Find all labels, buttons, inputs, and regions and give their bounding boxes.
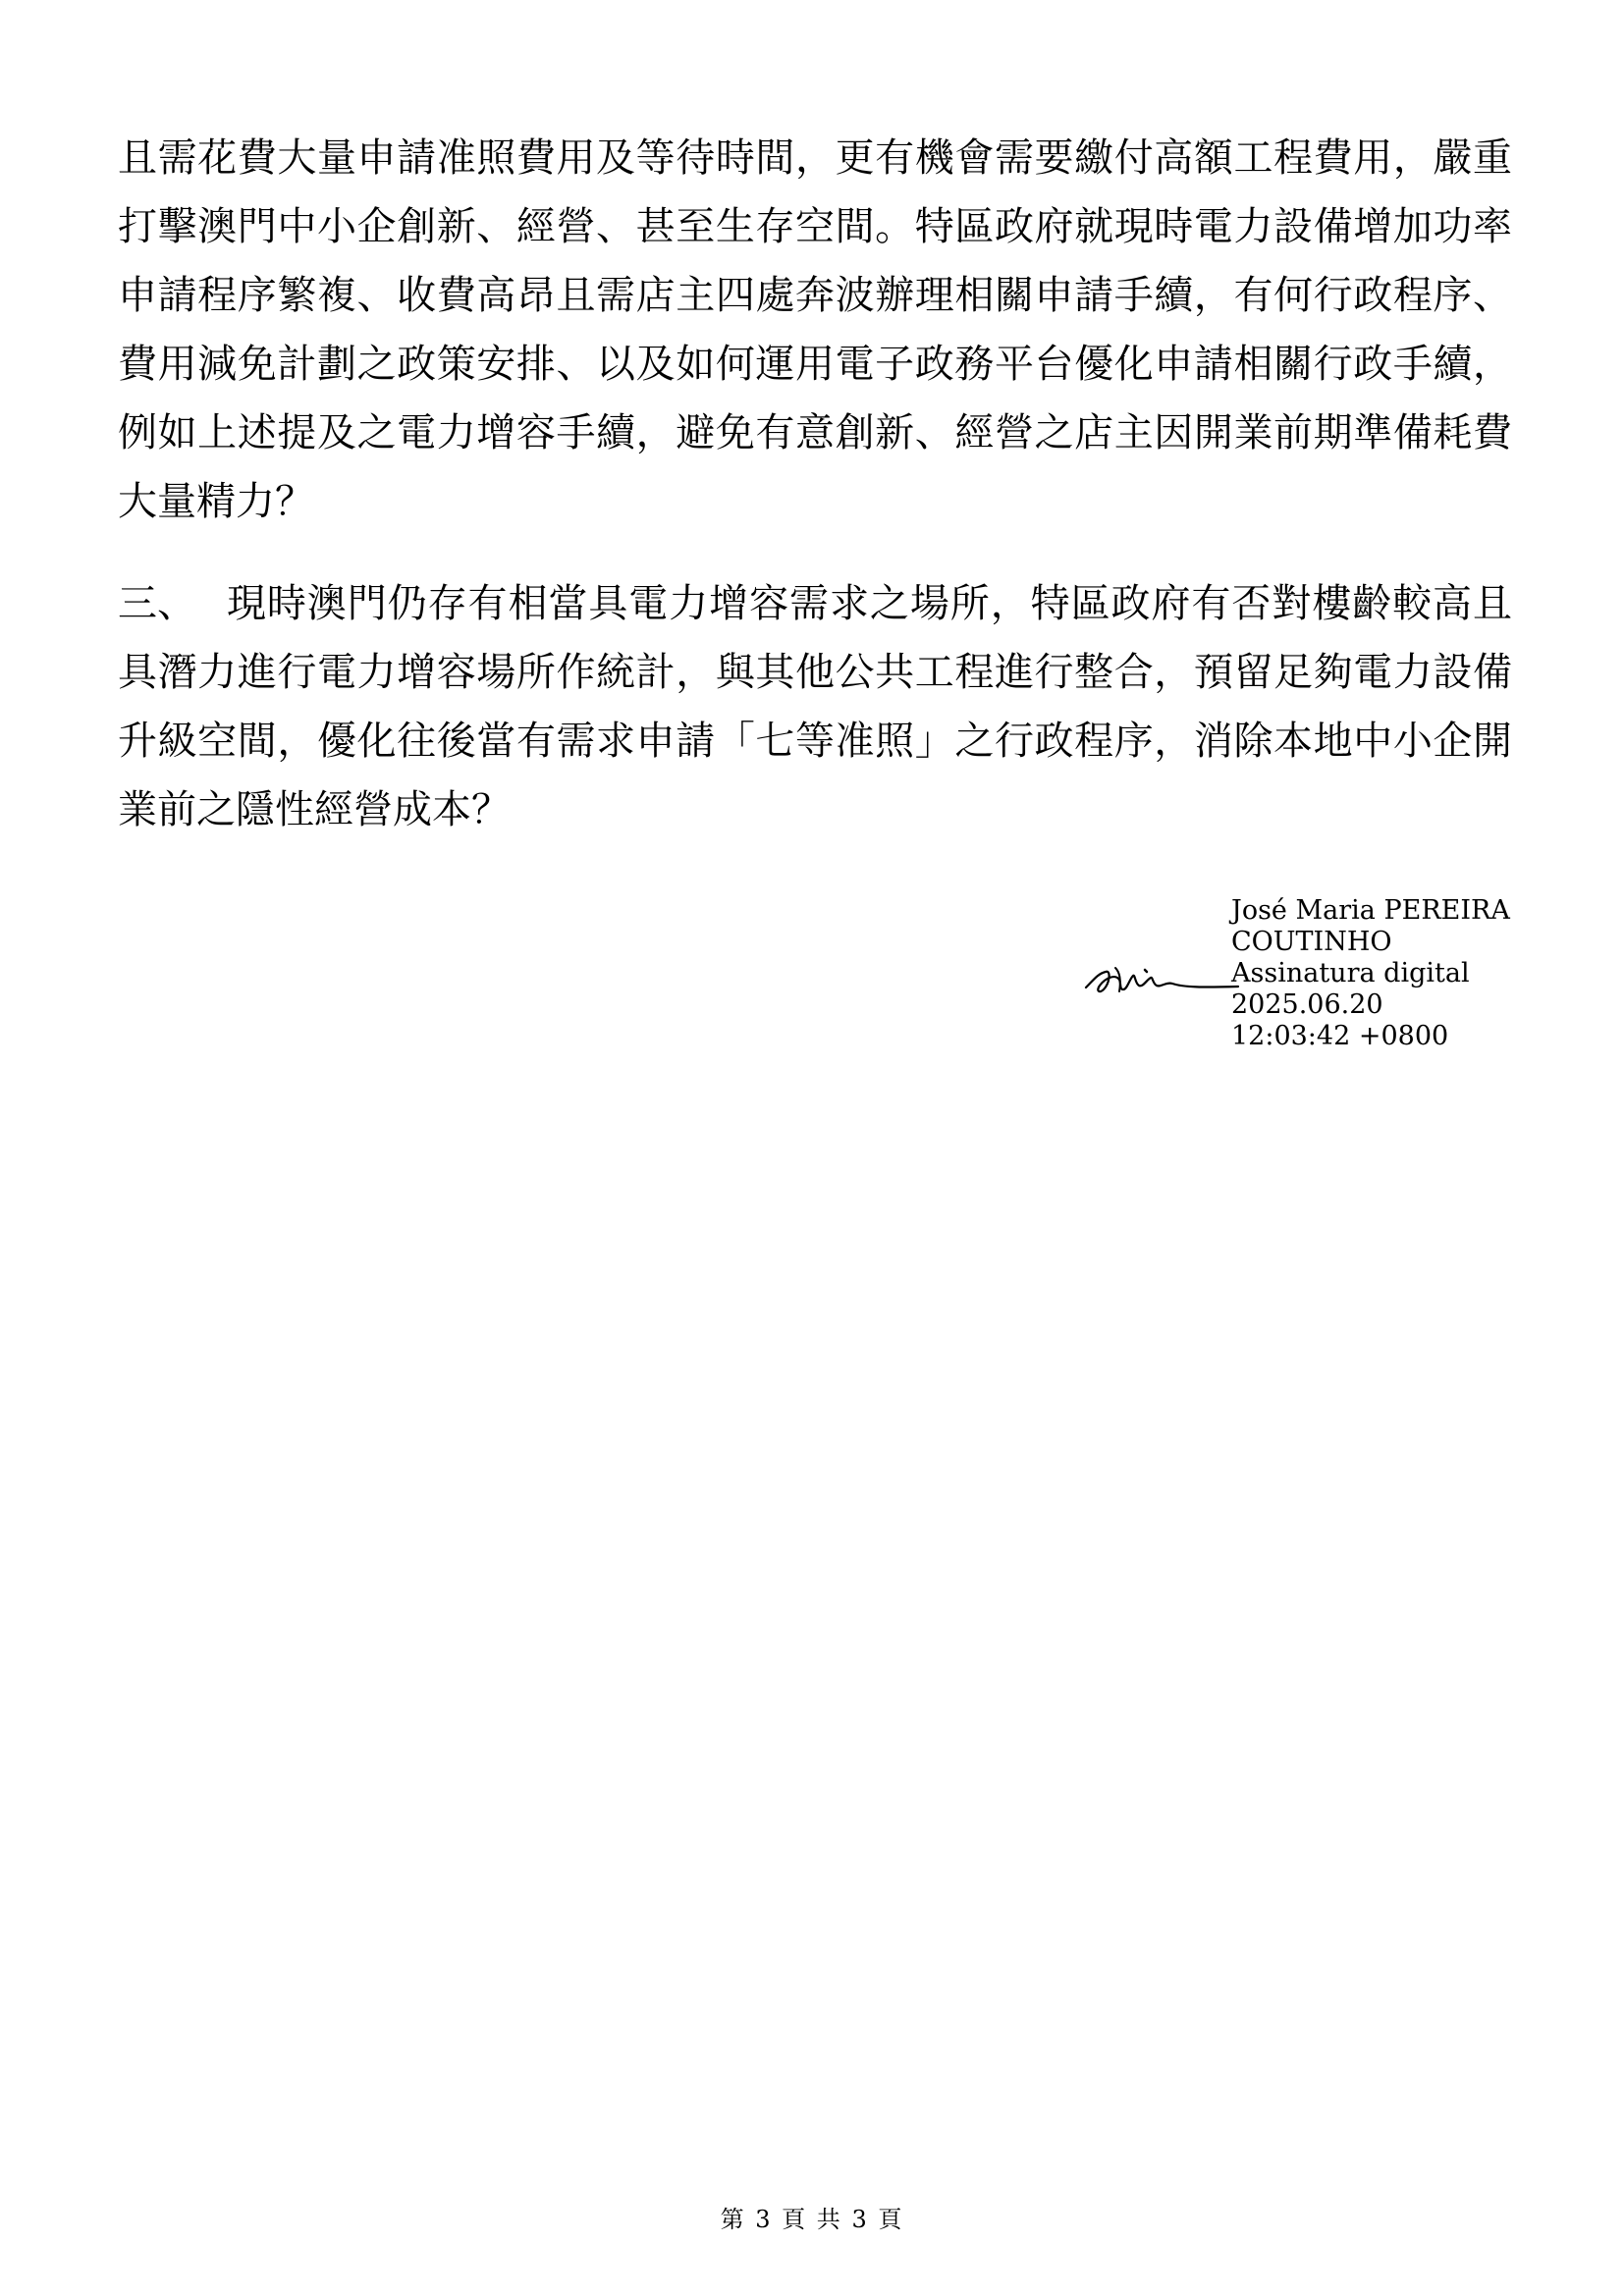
signature-label: Assinatura digital	[1231, 958, 1470, 988]
signature-time: 12:03:42 +0800	[1231, 1021, 1449, 1051]
digital-signature-block	[1076, 895, 1538, 1072]
paragraph-number: 三、	[118, 581, 196, 626]
page-number: 第 3 頁 共 3 頁	[720, 2206, 904, 2233]
signer-name-line2: COUTINHO	[1231, 927, 1392, 957]
handwritten-signature-icon	[1076, 950, 1243, 1009]
paragraph-text: 且需花費大量申請准照費用及等待時間，更有機會需要繳付高額工程費用，嚴重打擊澳門中小企創新、經營、甚至生存空間。特區政府就現時電力設備增加功率申請程序繁複、收費高昂且需店主四處奔波辦理相關申請手續，有何行政程序、費用減免計劃之政策安排、以及如何運用電子政務平台優化申請相關行政手續，例如上述提及之電力增容手續，避免有意創新、經營之店主因開業前期準備耗費大量精力？	[118, 135, 1512, 524]
signature-details	[1231, 895, 1510, 1052]
page-footer	[0, 2205, 1624, 2234]
paragraph-question-three	[118, 569, 1512, 844]
signature-date: 2025.06.20	[1231, 989, 1383, 1020]
signer-name-line1: José Maria PEREIRA	[1231, 895, 1510, 926]
paragraph-continuation	[118, 124, 1512, 536]
paragraph-text: 現時澳門仍存有相當具電力增容需求之場所，特區政府有否對樓齡較高且具潛力進行電力增容場所作統計，與其他公共工程進行整合，預留足夠電力設備升級空間，優化往後當有需求申請「七等准照」之行政程序，消除本地中小企開業前之隱性經營成本？	[118, 581, 1512, 832]
